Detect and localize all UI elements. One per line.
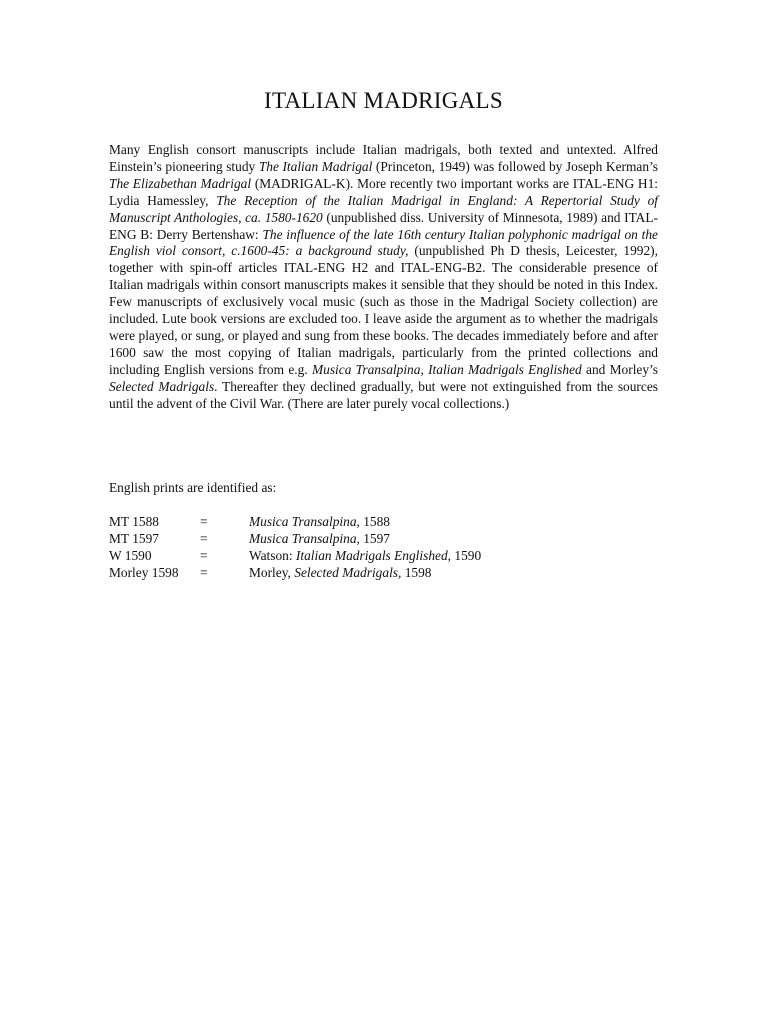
print-title: Musica Transalpina [249, 530, 357, 546]
book-title: Musica Transalpina [311, 361, 421, 377]
paragraph-text: . Thereafter they declined gradually, but were not extinguished from the sources until the advent of the Civil War. (There are later purely vocal collections.) [109, 378, 658, 411]
paragraph-text: Many English consort manuscripts include Italian madrigals, both texted and untexted. Alfred Einstein’s pioneering study [109, 142, 658, 174]
print-title: Selected Madrigals [294, 564, 399, 580]
equals-sign: = [200, 514, 208, 529]
print-description [249, 514, 390, 531]
print-title: Musica Transalpina [249, 514, 357, 529]
print-year: , 1588 [356, 514, 390, 529]
equals-sign: = [200, 547, 208, 563]
paragraph-text: (unpublished Ph D thesis, Leicester, 1992), together with spin-off articles ITAL-ENG H2 and ITAL-ENG-B2. The considerable presence of Italian madrigals within consort manuscripts makes it sensible that they should be noted in this Index. Few manuscripts of exclusively vocal music (such as those in the Madrigal Society collection) are included. Lute book versions are excluded too. I leave aside the argument as to whether the madrigals were played, or sung, or played and sung from these books. The decades immediately before and after 1600 saw the most copying of Italian madrigals, particularly from the printed collections and including English versions from e.g. [109, 243, 658, 377]
book-title: The Reception of the Italian Madrigal in England: A Repertorial Study of Manuscript Anthologies, ca. 1580-1620 [109, 192, 658, 225]
paragraph-text: (MADRIGAL-K). More recently two important works are ITAL-ENG H1: Lydia Hamessley, [109, 175, 658, 208]
paragraph-text: and Morley’s [581, 361, 659, 377]
print-entry [109, 548, 658, 565]
prints-intro: English prints are identified as: [109, 480, 277, 495]
print-prefix: Watson: [249, 547, 296, 563]
equals-sign: = [200, 564, 208, 580]
book-title: The Italian Madrigal [258, 158, 373, 174]
print-description [249, 565, 432, 582]
book-title: The Elizabethan Madrigal [109, 175, 252, 191]
prints-list [109, 514, 658, 582]
paragraph-text: (Princeton, 1949) was followed by Joseph Kerman’s [372, 158, 658, 174]
print-year: , 1590 [447, 547, 482, 563]
page-title: ITALIAN MADRIGALS [264, 88, 503, 113]
print-description [249, 548, 481, 565]
print-code: MT 1588 [109, 514, 159, 529]
book-title: Italian Madrigals Englished [428, 361, 582, 377]
print-code: Morley 1598 [109, 564, 179, 580]
paragraph-text: (unpublished diss. University of Minnesota, 1989) and ITAL-ENG B: Derry Bertenshaw: [109, 209, 658, 242]
print-code: W 1590 [109, 547, 152, 563]
book-title: The influence of the late 16th century Italian polyphonic madrigal on the English viol consort, c.1600-45: a background study, [109, 226, 658, 259]
print-title: Italian Madrigals Englished [295, 547, 448, 563]
intro-paragraph [109, 142, 658, 413]
print-entry [109, 565, 658, 582]
print-prefix: Morley, [249, 564, 295, 580]
print-year: , 1598 [398, 564, 432, 580]
book-title: Selected Madrigals [109, 378, 215, 394]
print-entry [109, 531, 658, 548]
print-description [249, 531, 390, 548]
equals-sign: = [200, 530, 208, 546]
paragraph-text: , [420, 361, 429, 377]
print-entry [109, 514, 658, 531]
print-year: , 1597 [356, 530, 390, 546]
print-code: MT 1597 [109, 530, 159, 546]
